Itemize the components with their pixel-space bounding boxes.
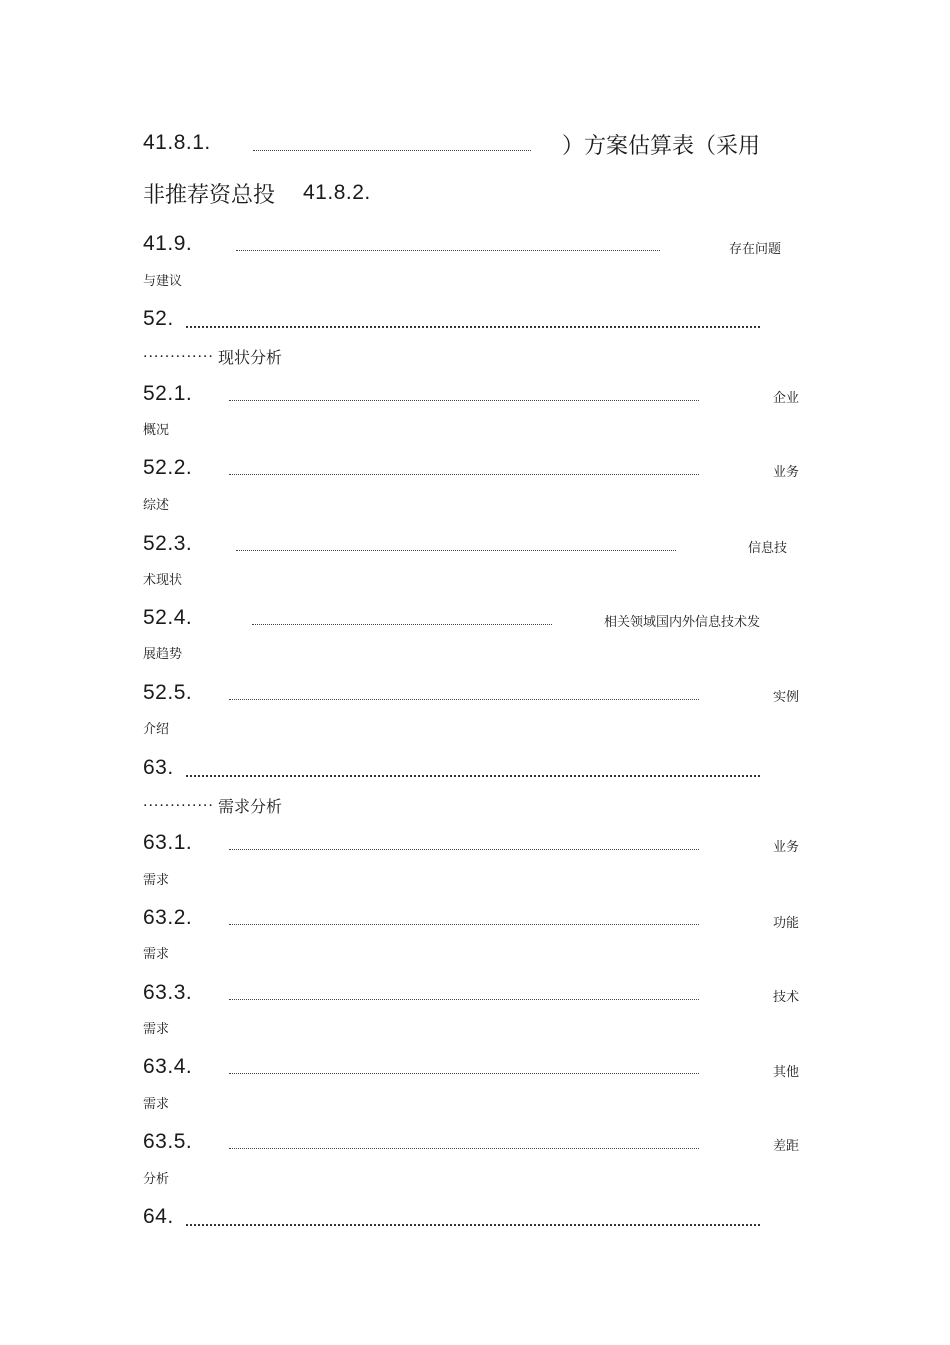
toc-title-cont: 综述 [143,498,170,513]
toc-number: 63.4. [143,1055,193,1078]
toc-title-cont: 需求 [143,1097,170,1112]
toc-title-cont: 需求 [143,947,170,962]
toc-title: 相关领域国内外信息技术发 [604,615,761,630]
toc-leader [186,326,760,328]
toc-number: 52.2. [143,456,193,479]
toc-title: 功能 [773,916,800,931]
toc-number: 41.9. [143,232,193,255]
toc-number: 63.3. [143,981,193,1004]
toc-leader [229,849,699,850]
toc-title-cont: 展趋势 [143,647,183,662]
toc-number: 63.5. [143,1130,193,1153]
toc-title-cont: 需求 [143,873,170,888]
toc-title-cont: 介绍 [143,722,170,737]
toc-title: 实例 [773,690,800,705]
toc-leader [186,775,760,777]
toc-leader [229,924,699,925]
toc-number: 63.1. [143,831,193,854]
toc-title-cont: 非推荐资总投 [143,183,276,208]
toc-number: 52.4. [143,606,193,629]
toc-title-cont: 需求 [143,1022,170,1037]
toc-title: 存在问题 [729,242,782,257]
toc-title: 业务 [773,465,800,480]
toc-title: 业务 [773,840,800,855]
toc-number: 63.2. [143,906,193,929]
toc-number: 41.8.1. [143,131,211,154]
toc-leader [186,1224,760,1226]
toc-title: 企业 [773,391,800,406]
toc-title-cont: 概况 [143,423,170,438]
toc-leader [253,150,531,151]
toc-number: 52.3. [143,532,193,555]
toc-leader [229,1073,699,1074]
toc-title-cont: 分析 [143,1172,170,1187]
toc-number: 41.8.2. [303,181,371,204]
toc-leader [229,1148,699,1149]
toc-leader-cont: ............. [143,344,214,361]
toc-leader [229,699,699,700]
toc-leader [229,999,699,1000]
toc-leader [229,474,699,475]
toc-number: 52. [143,307,174,330]
toc-leader [229,400,699,401]
toc-number: 63. [143,756,174,779]
toc-title: 差距 [773,1139,800,1154]
toc-leader-cont: ............. [143,793,214,810]
toc-title-cont: 术现状 [143,573,183,588]
toc-title: 需求分析 [218,797,283,816]
toc-number: 52.5. [143,681,193,704]
toc-number: 64. [143,1205,174,1228]
toc-title: 现状分析 [218,348,283,367]
toc-title: 技术 [773,990,800,1005]
toc-title: ）方案估算表（采用 [562,134,761,159]
toc-leader [236,550,676,551]
toc-number: 52.1. [143,382,193,405]
toc-leader [236,250,660,251]
toc-leader [252,624,552,625]
toc-title-cont: 与建议 [143,274,183,289]
toc-title: 其他 [773,1065,800,1080]
toc-title: 信息技 [748,541,788,556]
